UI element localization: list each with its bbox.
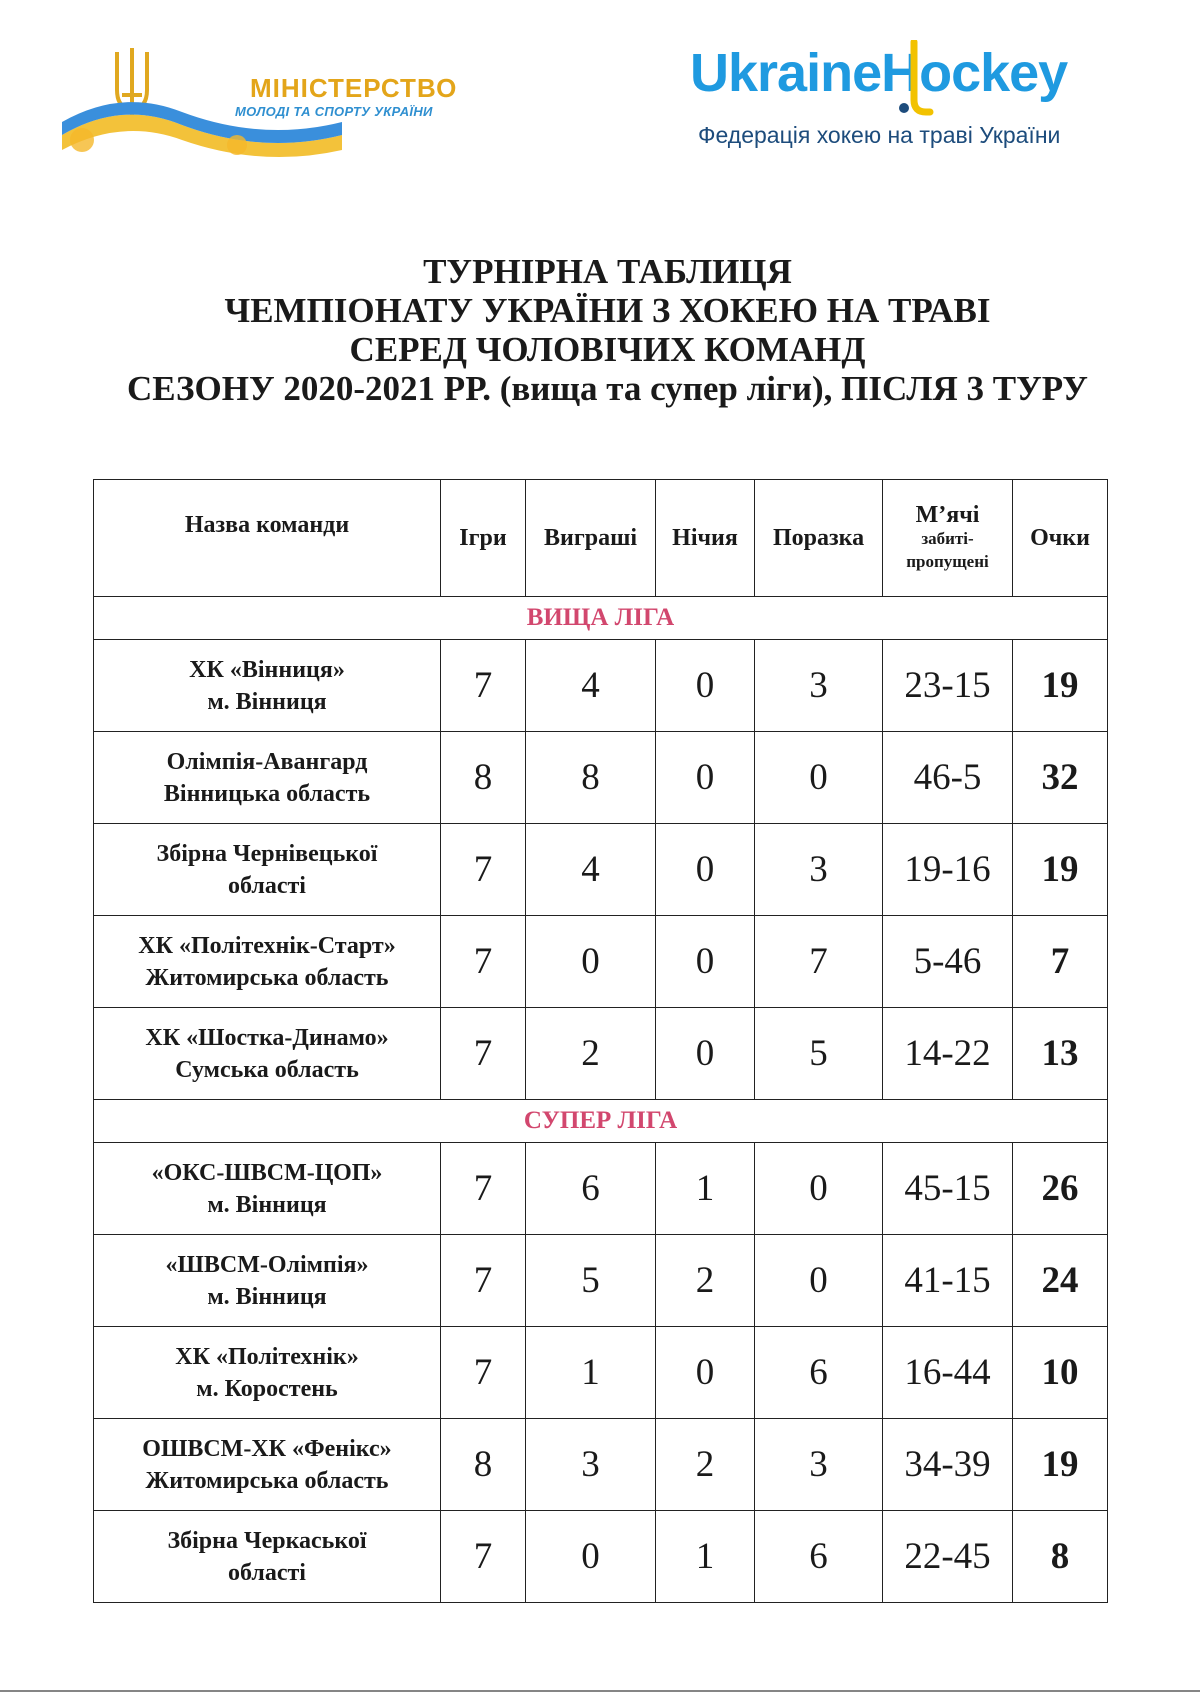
goals-line1: забиті- bbox=[921, 528, 974, 548]
points-cell: 19 bbox=[1013, 1419, 1108, 1511]
draws-cell: 2 bbox=[656, 1235, 755, 1327]
title-line: СЕРЕД ЧОЛОВІЧИХ КОМАНД bbox=[349, 330, 866, 369]
goals-cell: 19-16 bbox=[883, 824, 1013, 916]
team-name-line: м. Вінниця bbox=[207, 688, 327, 715]
league-label: СУПЕР ЛІГА bbox=[94, 1100, 1108, 1143]
draws-cell: 0 bbox=[656, 640, 755, 732]
losses-cell: 3 bbox=[755, 1419, 883, 1511]
hockey-subtitle: Федерація хокею на траві України bbox=[698, 122, 1061, 148]
games-cell: 7 bbox=[441, 1327, 526, 1419]
table-row bbox=[94, 640, 1108, 732]
draws-cell: 1 bbox=[656, 1143, 755, 1235]
table-row bbox=[94, 732, 1108, 824]
goals-cell: 16-44 bbox=[883, 1327, 1013, 1419]
col-losses-header: Поразка bbox=[755, 480, 883, 597]
hockey-stick-icon bbox=[894, 40, 934, 118]
team-name-cell bbox=[94, 1008, 441, 1100]
losses-cell: 6 bbox=[755, 1327, 883, 1419]
team-name-line: Сумська область bbox=[175, 1056, 359, 1083]
team-name-line: ХК «Політехнік-Старт» bbox=[138, 932, 396, 959]
team-name-line: «ОКС-ШВСМ-ЦОП» bbox=[151, 1159, 383, 1186]
goals-cell: 5-46 bbox=[883, 916, 1013, 1008]
points-cell: 10 bbox=[1013, 1327, 1108, 1419]
team-name-cell bbox=[94, 916, 441, 1008]
games-cell: 7 bbox=[441, 824, 526, 916]
document-title bbox=[0, 252, 1200, 408]
ministry-logo bbox=[62, 40, 502, 170]
draws-cell: 2 bbox=[656, 1419, 755, 1511]
games-cell: 7 bbox=[441, 640, 526, 732]
col-team-header: Назва команди bbox=[94, 480, 441, 597]
goals-cell: 23-15 bbox=[883, 640, 1013, 732]
points-cell: 13 bbox=[1013, 1008, 1108, 1100]
draws-cell: 0 bbox=[656, 824, 755, 916]
team-name-cell bbox=[94, 1143, 441, 1235]
team-name-cell bbox=[94, 1419, 441, 1511]
team-name-cell bbox=[94, 1511, 441, 1603]
wins-cell: 5 bbox=[526, 1235, 656, 1327]
team-name-line: ХК «Шостка-Динамо» bbox=[145, 1024, 389, 1051]
points-cell: 24 bbox=[1013, 1235, 1108, 1327]
ministry-subtitle: МОЛОДІ ТА СПОРТУ УКРАЇНИ bbox=[235, 104, 433, 119]
col-wins-header: Виграші bbox=[526, 480, 656, 597]
table-row bbox=[94, 824, 1108, 916]
games-cell: 7 bbox=[441, 1008, 526, 1100]
col-games-header: Ігри bbox=[441, 480, 526, 597]
table-row bbox=[94, 1008, 1108, 1100]
table-row bbox=[94, 916, 1108, 1008]
team-name-line: м. Вінниця bbox=[207, 1283, 327, 1310]
team-name-line: «ШВСМ-Олімпія» bbox=[165, 1251, 369, 1278]
points-cell: 32 bbox=[1013, 732, 1108, 824]
points-cell: 26 bbox=[1013, 1143, 1108, 1235]
league-row bbox=[94, 597, 1108, 640]
losses-cell: 0 bbox=[755, 1143, 883, 1235]
games-cell: 7 bbox=[441, 1235, 526, 1327]
ministry-title: МІНІСТЕРСТВО bbox=[250, 73, 458, 103]
team-name-cell bbox=[94, 1327, 441, 1419]
wins-cell: 3 bbox=[526, 1419, 656, 1511]
goals-cell: 34-39 bbox=[883, 1419, 1013, 1511]
league-label: ВИЩА ЛІГА bbox=[94, 597, 1108, 640]
table-row bbox=[94, 1419, 1108, 1511]
col-draws-header: Нічия bbox=[656, 480, 755, 597]
points-cell: 19 bbox=[1013, 824, 1108, 916]
goals-cell: 46-5 bbox=[883, 732, 1013, 824]
team-name-line: ОШВСМ-ХК «Фенікс» bbox=[142, 1435, 392, 1462]
losses-cell: 5 bbox=[755, 1008, 883, 1100]
goals-line2: пропущені bbox=[906, 551, 989, 571]
draws-cell: 0 bbox=[656, 916, 755, 1008]
title-line: ТУРНІРНА ТАБЛИЦЯ bbox=[423, 252, 792, 291]
title-line: ЧЕМПІОНАТУ УКРАЇНИ З ХОКЕЮ НА ТРАВІ bbox=[224, 291, 991, 330]
wins-cell: 2 bbox=[526, 1008, 656, 1100]
losses-cell: 3 bbox=[755, 640, 883, 732]
page-bottom-divider bbox=[0, 1690, 1200, 1692]
points-cell: 7 bbox=[1013, 916, 1108, 1008]
team-name-line: Вінницька область bbox=[163, 780, 371, 807]
table-row bbox=[94, 1235, 1108, 1327]
wins-cell: 0 bbox=[526, 916, 656, 1008]
team-name-line: ХК «Політехнік» bbox=[175, 1343, 359, 1370]
losses-cell: 6 bbox=[755, 1511, 883, 1603]
team-name-line: Олімпія-Авангард bbox=[166, 748, 368, 775]
wins-cell: 4 bbox=[526, 640, 656, 732]
table-row bbox=[94, 1143, 1108, 1235]
goals-cell: 41-15 bbox=[883, 1235, 1013, 1327]
col-goals-header bbox=[883, 480, 1013, 597]
wins-cell: 0 bbox=[526, 1511, 656, 1603]
losses-cell: 3 bbox=[755, 824, 883, 916]
table-row bbox=[94, 1327, 1108, 1419]
games-cell: 8 bbox=[441, 1419, 526, 1511]
draws-cell: 0 bbox=[656, 732, 755, 824]
goals-cell: 45-15 bbox=[883, 1143, 1013, 1235]
standings-table bbox=[93, 479, 1108, 1603]
table-row bbox=[94, 1511, 1108, 1603]
team-name-line: ХК «Вінниця» bbox=[189, 656, 345, 683]
team-name-line: м. Коростень bbox=[196, 1375, 338, 1402]
goals-cell: 14-22 bbox=[883, 1008, 1013, 1100]
ukraine-hockey-logo bbox=[690, 40, 1160, 160]
team-name-line: Житомирська область bbox=[145, 1467, 389, 1494]
wins-cell: 8 bbox=[526, 732, 656, 824]
team-name-line: Збірна Черкаської bbox=[167, 1527, 367, 1554]
team-name-line: області bbox=[228, 872, 306, 899]
wins-cell: 6 bbox=[526, 1143, 656, 1235]
games-cell: 7 bbox=[441, 916, 526, 1008]
games-cell: 7 bbox=[441, 1511, 526, 1603]
points-cell: 8 bbox=[1013, 1511, 1108, 1603]
games-cell: 8 bbox=[441, 732, 526, 824]
team-name-cell bbox=[94, 640, 441, 732]
wins-cell: 4 bbox=[526, 824, 656, 916]
team-name-cell bbox=[94, 1235, 441, 1327]
draws-cell: 1 bbox=[656, 1511, 755, 1603]
points-cell: 19 bbox=[1013, 640, 1108, 732]
title-line: СЕЗОНУ 2020-2021 РР. (вища та супер ліги), ПІСЛЯ 3 ТУРУ bbox=[127, 369, 1088, 408]
hockey-brand: UkraineHockey bbox=[690, 43, 1068, 103]
losses-cell: 7 bbox=[755, 916, 883, 1008]
team-name-line: Збірна Чернівецької bbox=[156, 840, 378, 867]
col-points-header: Очки bbox=[1013, 480, 1108, 597]
standings-body bbox=[94, 597, 1108, 1603]
wins-cell: 1 bbox=[526, 1327, 656, 1419]
draws-cell: 0 bbox=[656, 1008, 755, 1100]
team-name-line: м. Вінниця bbox=[207, 1191, 327, 1218]
losses-cell: 0 bbox=[755, 1235, 883, 1327]
losses-cell: 0 bbox=[755, 732, 883, 824]
team-name-cell bbox=[94, 732, 441, 824]
goals-cell: 22-45 bbox=[883, 1511, 1013, 1603]
games-cell: 7 bbox=[441, 1143, 526, 1235]
team-name-line: області bbox=[228, 1559, 306, 1586]
table-header-row bbox=[94, 480, 1108, 597]
team-name-line: Житомирська область bbox=[145, 964, 389, 991]
league-row bbox=[94, 1100, 1108, 1143]
draws-cell: 0 bbox=[656, 1327, 755, 1419]
goals-title: М’ячі bbox=[915, 501, 980, 528]
team-name-cell bbox=[94, 824, 441, 916]
